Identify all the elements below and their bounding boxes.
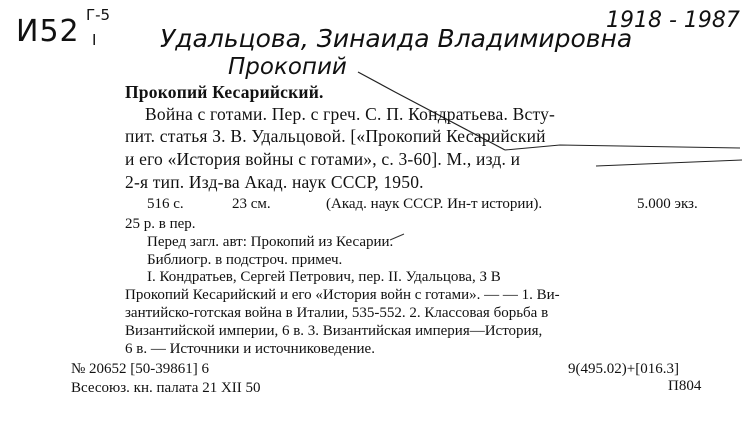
handwritten-shelf-top: Г-5 <box>86 6 111 24</box>
handwritten-dates: 1918 - 1987 <box>606 8 740 33</box>
note-line: Перед загл. авт: Прокопий из Кесарии. <box>147 234 394 250</box>
handwritten-call-number: И52 <box>16 14 80 49</box>
tracings-line: I. Кондратьев, Сергей Петрович, пер. II. Удальцова, З В <box>147 269 501 285</box>
note-line: Библиогр. в подстроч. примеч. <box>147 252 343 268</box>
collation-size: 23 см. <box>232 196 271 212</box>
card-heading: Прокопий Кесарийский. <box>125 82 324 102</box>
tracings-line: Византийской империи, 6 в. 3. Византийская империя—История, <box>125 323 543 339</box>
tracings-line: зантийско-готская война в Италии, 535-552. 2. Классовая борьба в <box>125 305 549 321</box>
description-line: 2-я тип. Изд-ва Акад. наук СССР, 1950. <box>125 172 424 192</box>
description-line: Война с готами. Пер. с греч. С. П. Кондратьева. Всту- <box>145 104 556 124</box>
card-number: № 20652 [50-39861] 6 <box>71 361 210 377</box>
tracings-line: Прокопий Кесарийский и его «История войн с готами». — — 1. Ви- <box>125 287 560 303</box>
collation-series: (Акад. наук СССР. Ин-т истории). <box>326 196 543 212</box>
book-chamber-line: Всесоюз. кн. палата 21 XII 50 <box>71 380 261 396</box>
tracings-line: 6 в. — Источники и источниковедение. <box>125 341 375 357</box>
card-code: П804 <box>668 378 702 394</box>
collation-pages: 516 с. <box>147 196 184 212</box>
collation-price: 25 р. в пер. <box>125 216 196 232</box>
handwritten-shelf-bottom: I <box>92 31 97 49</box>
handwritten-subject-name: Прокопий <box>228 54 347 80</box>
classification-index: 9(495.02)+[016.3] <box>568 361 679 377</box>
handwritten-author-name: Удальцова, Зинаида Владимировна <box>160 24 633 53</box>
description-line: и его «История войны с готами», с. 3-60]. М., изд. и <box>125 149 521 169</box>
description-line: пит. статья З. В. Удальцовой. [«Прокопий Кесарийский <box>125 126 546 146</box>
collation-copies: 5.000 экз. <box>637 196 698 212</box>
